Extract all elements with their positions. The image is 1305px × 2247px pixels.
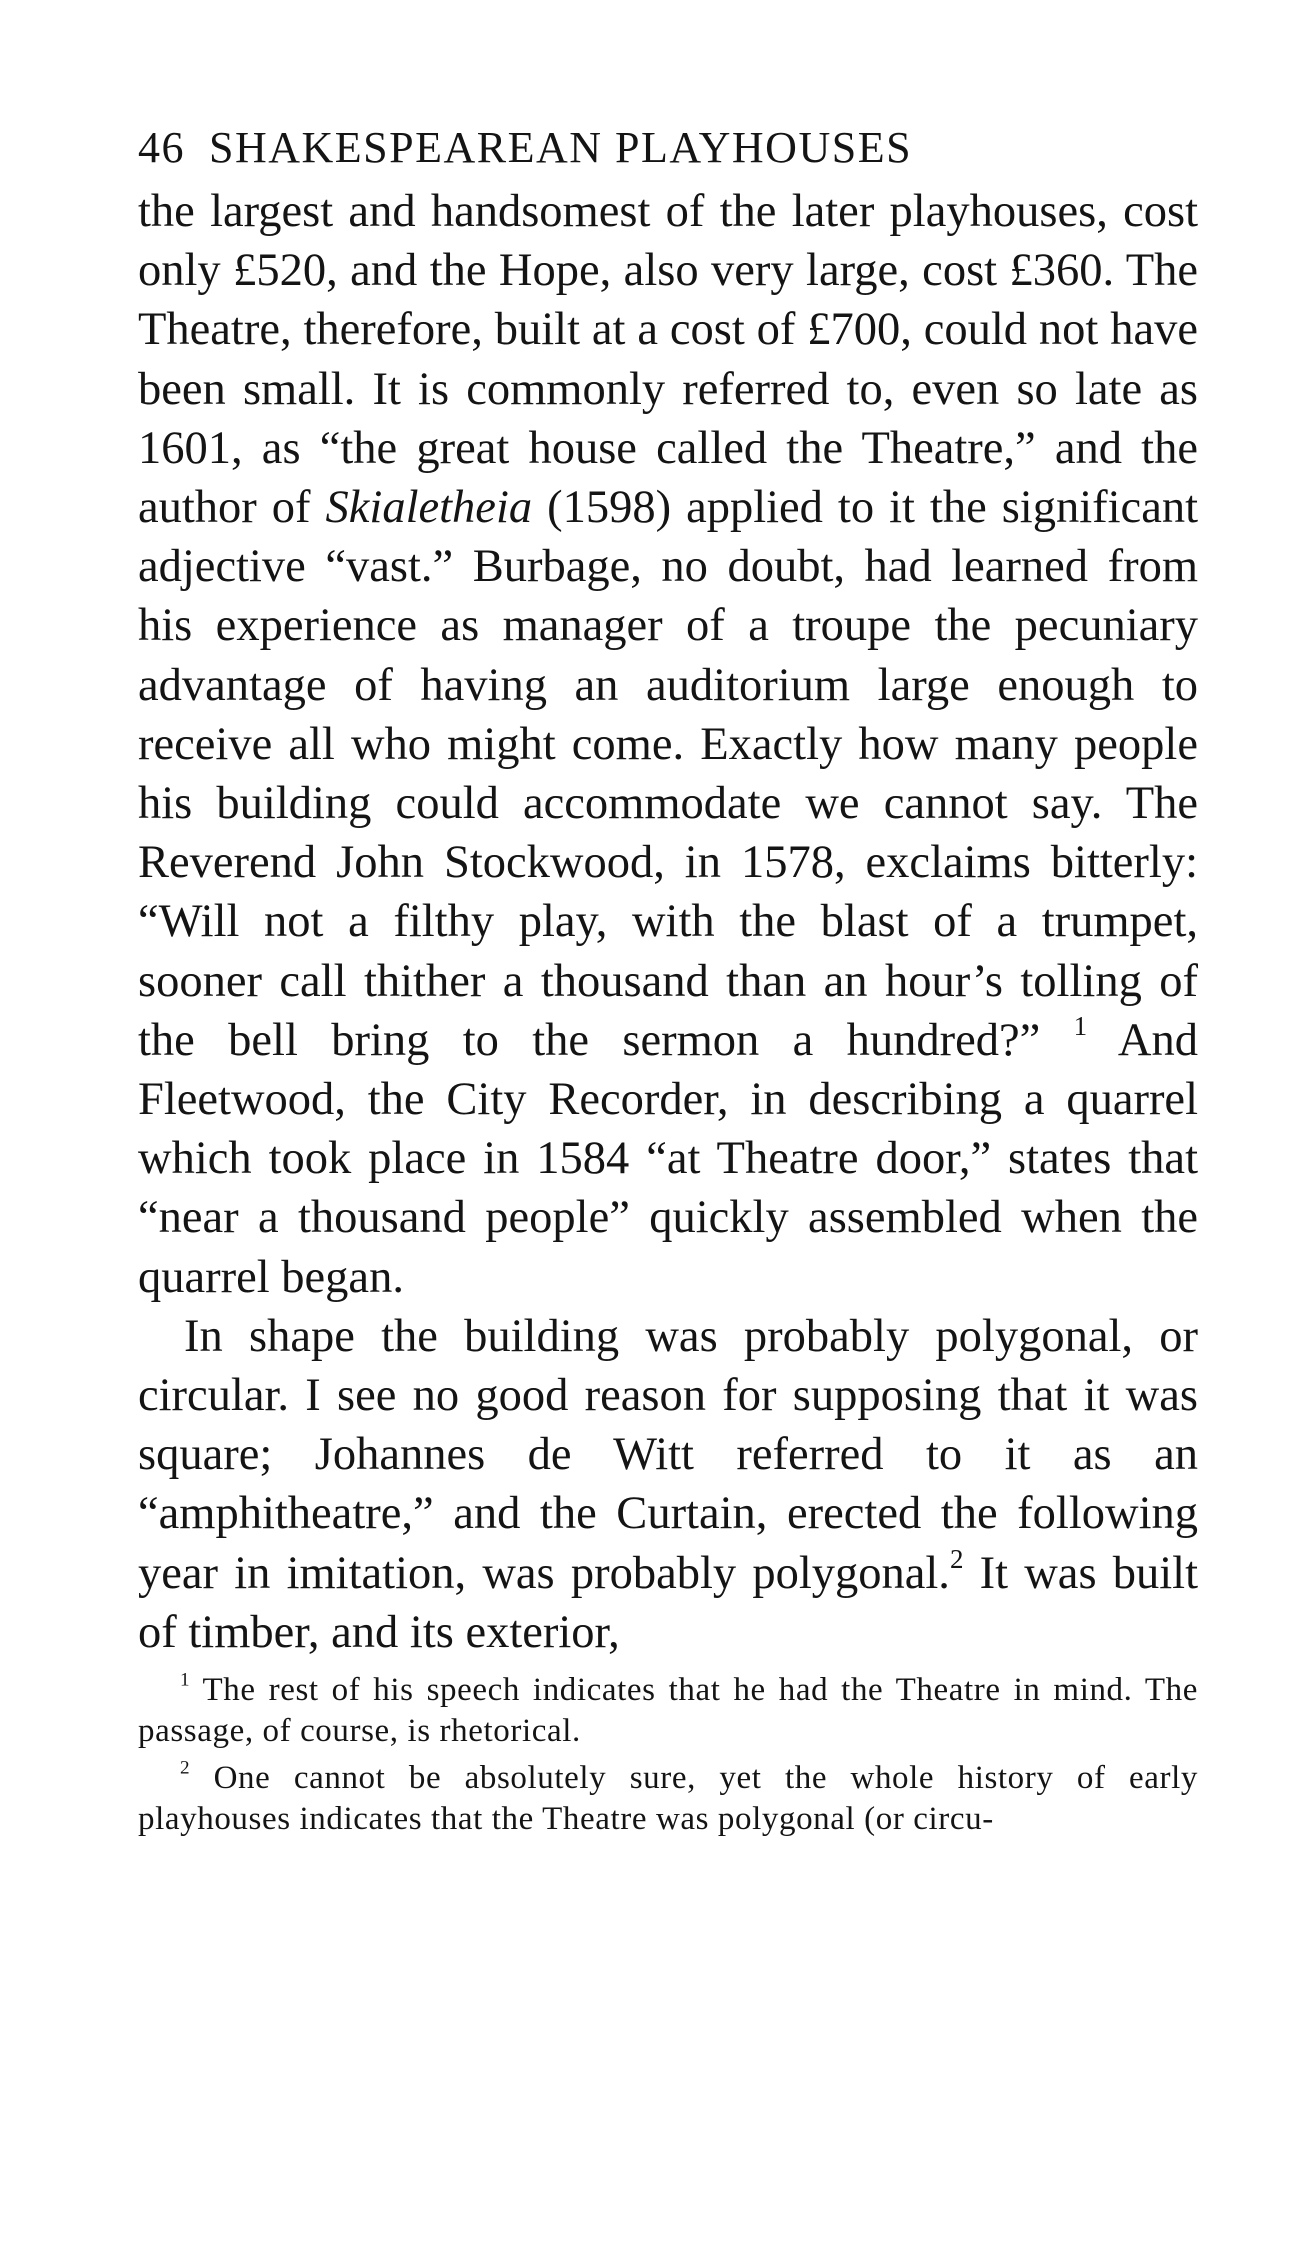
paragraph-1-text-a: the largest and handsomest of the later playhouses, cost only £520, and the Hope, also very large, cost £360. The Theatre, therefore, built at a cost of £700, could not have been small. It is commonly referred to, even so late as 1601, as “the great house called the Theatre,” and the author of — [138, 186, 1198, 534]
book-page — [138, 118, 1198, 1839]
footnote-1 — [138, 1670, 1198, 1751]
paragraph-1-text-b: (1598) applied to it the significant adjective “vast.” Burbage, no doubt, had learned from his experience as manager of a troupe the pecuniary advantage of having an auditorium large enough to receive all who might come. Exactly how many people his building could accommodate we cannot say. The Reverend John Stockwood, in 1578, exclaims bitterly: “Will not a filthy play, with the blast of a trumpet, sooner call thither a thousand than an hour’s tolling of the bell bring to the sermon a hundred?” — [138, 482, 1198, 1066]
footnotes — [138, 1670, 1198, 1839]
paragraph-2 — [138, 1307, 1198, 1662]
footnote-2-marker: 2 — [180, 1757, 191, 1779]
footnote-1-text: The rest of his speech indicates that he had the Theatre in mind. The passage, of course, is rhetorical. — [138, 1672, 1198, 1749]
paragraph-1-text-c: And Fleetwood, the City Recorder, in describing a quarrel which took place in 1584 “at Theatre door,” states that “near a thousand people” quickly assembled when the quarrel began. — [138, 1014, 1198, 1303]
footnote-ref-2: 2 — [949, 1543, 964, 1574]
footnote-2-text: One cannot be absolutely sure, yet the whole history of early playhouses indicates that the Theatre was polygonal (or circu- — [138, 1760, 1198, 1837]
skialetheia-title: Skialetheia — [325, 482, 533, 534]
paragraph-2-text-b: It was built of timber, and its exterior, — [138, 1547, 1199, 1658]
paragraph-2-text-a: In shape the building was probably polygonal, or circular. I see no good reason for supposing that it was square; Johannes de Witt referred to it as an “amphitheatre,” and the Curtain, erected the following year in imitation, was probably polygonal. — [138, 1310, 1198, 1599]
footnote-2 — [138, 1758, 1198, 1839]
body-text — [138, 182, 1198, 1662]
running-title: SHAKESPEAREAN PLAYHOUSES — [209, 123, 913, 172]
running-head — [138, 118, 1198, 178]
page-number: 46 — [138, 123, 185, 172]
footnote-ref-1: 1 — [1073, 1010, 1088, 1041]
paragraph-1 — [138, 182, 1198, 1307]
footnote-1-marker: 1 — [180, 1669, 191, 1691]
